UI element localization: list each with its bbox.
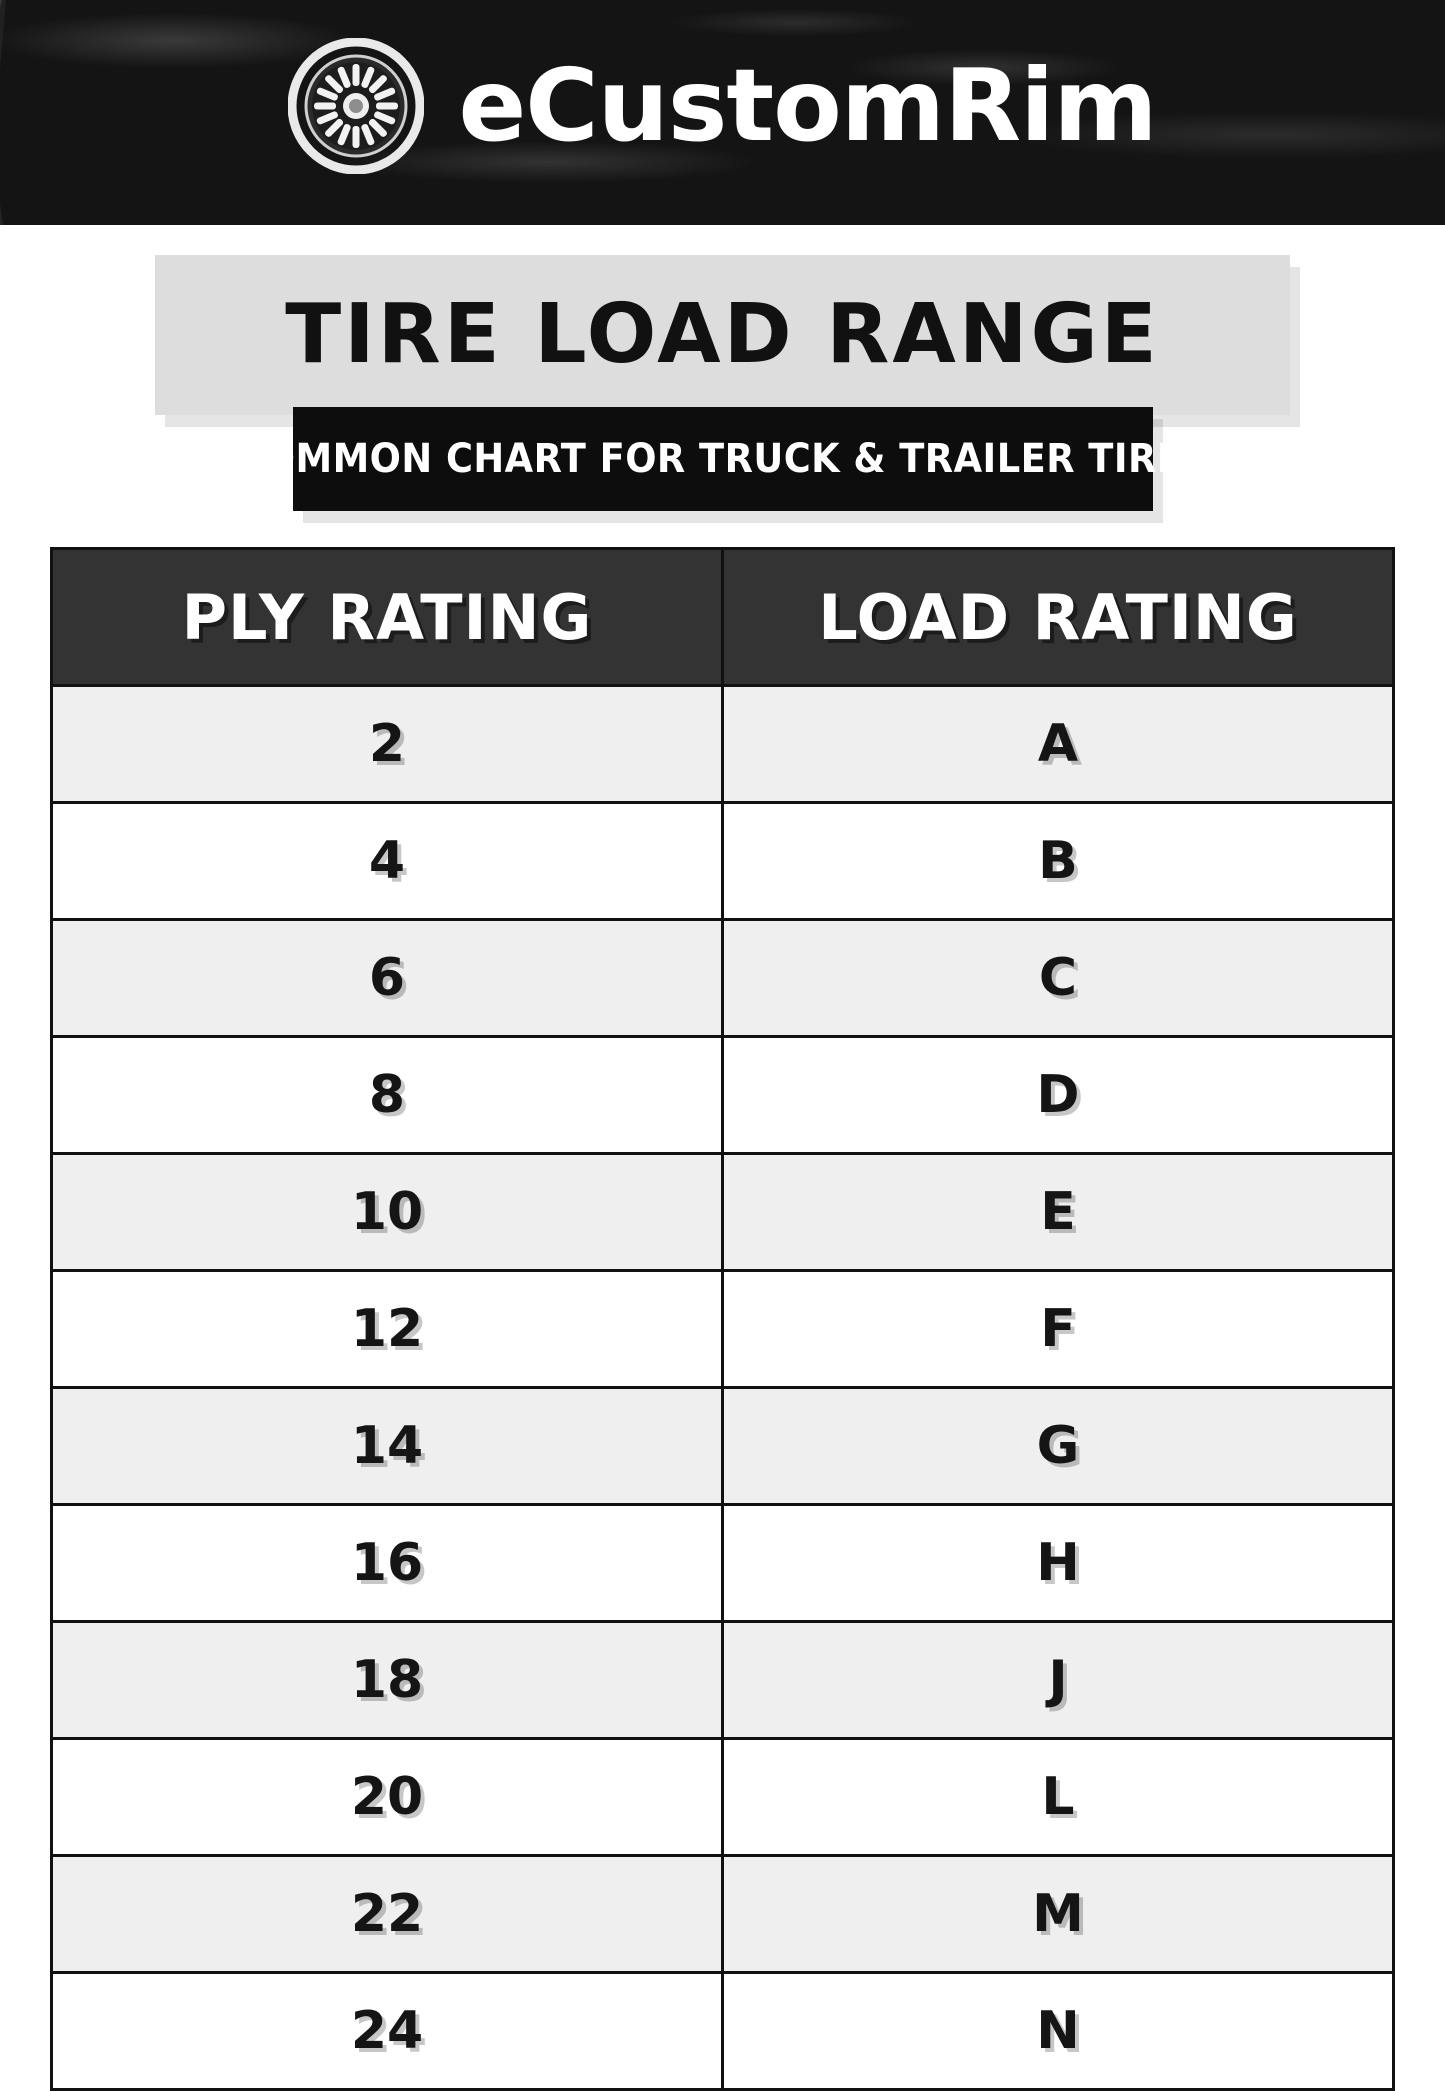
cell-load-rating: N xyxy=(723,1973,1393,2089)
table-row xyxy=(53,1154,1392,1271)
cell-load-rating: C xyxy=(723,920,1393,1037)
cell-ply-rating: 6 xyxy=(53,920,723,1037)
cell-load-rating: J xyxy=(723,1622,1393,1739)
load-range-table-container xyxy=(50,547,1395,2091)
cell-load-rating: D xyxy=(723,1037,1393,1154)
table-row xyxy=(53,1037,1392,1154)
cell-ply-rating: 14 xyxy=(53,1388,723,1505)
header-banner xyxy=(0,0,1445,225)
table-header xyxy=(53,550,1392,686)
table-row xyxy=(53,803,1392,920)
table-row xyxy=(53,1739,1392,1856)
page-subtitle: COMMON CHART FOR TRUCK & TRAILER TIRES xyxy=(235,436,1210,482)
cell-ply-rating: 20 xyxy=(53,1739,723,1856)
page-title: TIRE LOAD RANGE xyxy=(285,287,1160,382)
load-range-table xyxy=(53,550,1392,2088)
table-row xyxy=(53,920,1392,1037)
cell-ply-rating: 4 xyxy=(53,803,723,920)
cell-ply-rating: 12 xyxy=(53,1271,723,1388)
cell-ply-rating: 8 xyxy=(53,1037,723,1154)
cell-load-rating: G xyxy=(723,1388,1393,1505)
table-body xyxy=(53,686,1392,2089)
table-row xyxy=(53,1388,1392,1505)
table-row xyxy=(53,1856,1392,1973)
cell-ply-rating: 16 xyxy=(53,1505,723,1622)
cell-load-rating: L xyxy=(723,1739,1393,1856)
cell-load-rating: H xyxy=(723,1505,1393,1622)
table-row xyxy=(53,1271,1392,1388)
table-header-row xyxy=(53,550,1392,686)
cell-load-rating: B xyxy=(723,803,1393,920)
table-row xyxy=(53,1973,1392,2089)
cell-ply-rating: 18 xyxy=(53,1622,723,1739)
cell-ply-rating: 24 xyxy=(53,1973,723,2089)
table-row xyxy=(53,1505,1392,1622)
cell-load-rating: A xyxy=(723,686,1393,803)
cell-ply-rating: 22 xyxy=(53,1856,723,1973)
title-bar xyxy=(155,255,1290,415)
cell-load-rating: E xyxy=(723,1154,1393,1271)
wheel-rim-icon xyxy=(288,38,424,174)
title-block xyxy=(0,255,1445,511)
table-row xyxy=(53,1622,1392,1739)
table-row xyxy=(53,686,1392,803)
subtitle-bar xyxy=(235,407,1210,511)
column-header-ply-rating: PLY RATING xyxy=(53,550,723,686)
cell-ply-rating: 10 xyxy=(53,1154,723,1271)
column-header-load-rating: LOAD RATING xyxy=(723,550,1393,686)
brand-lockup xyxy=(0,0,1445,225)
cell-ply-rating: 2 xyxy=(53,686,723,803)
cell-load-rating: F xyxy=(723,1271,1393,1388)
cell-load-rating: M xyxy=(723,1856,1393,1973)
brand-name: eCustomRim xyxy=(458,46,1157,164)
